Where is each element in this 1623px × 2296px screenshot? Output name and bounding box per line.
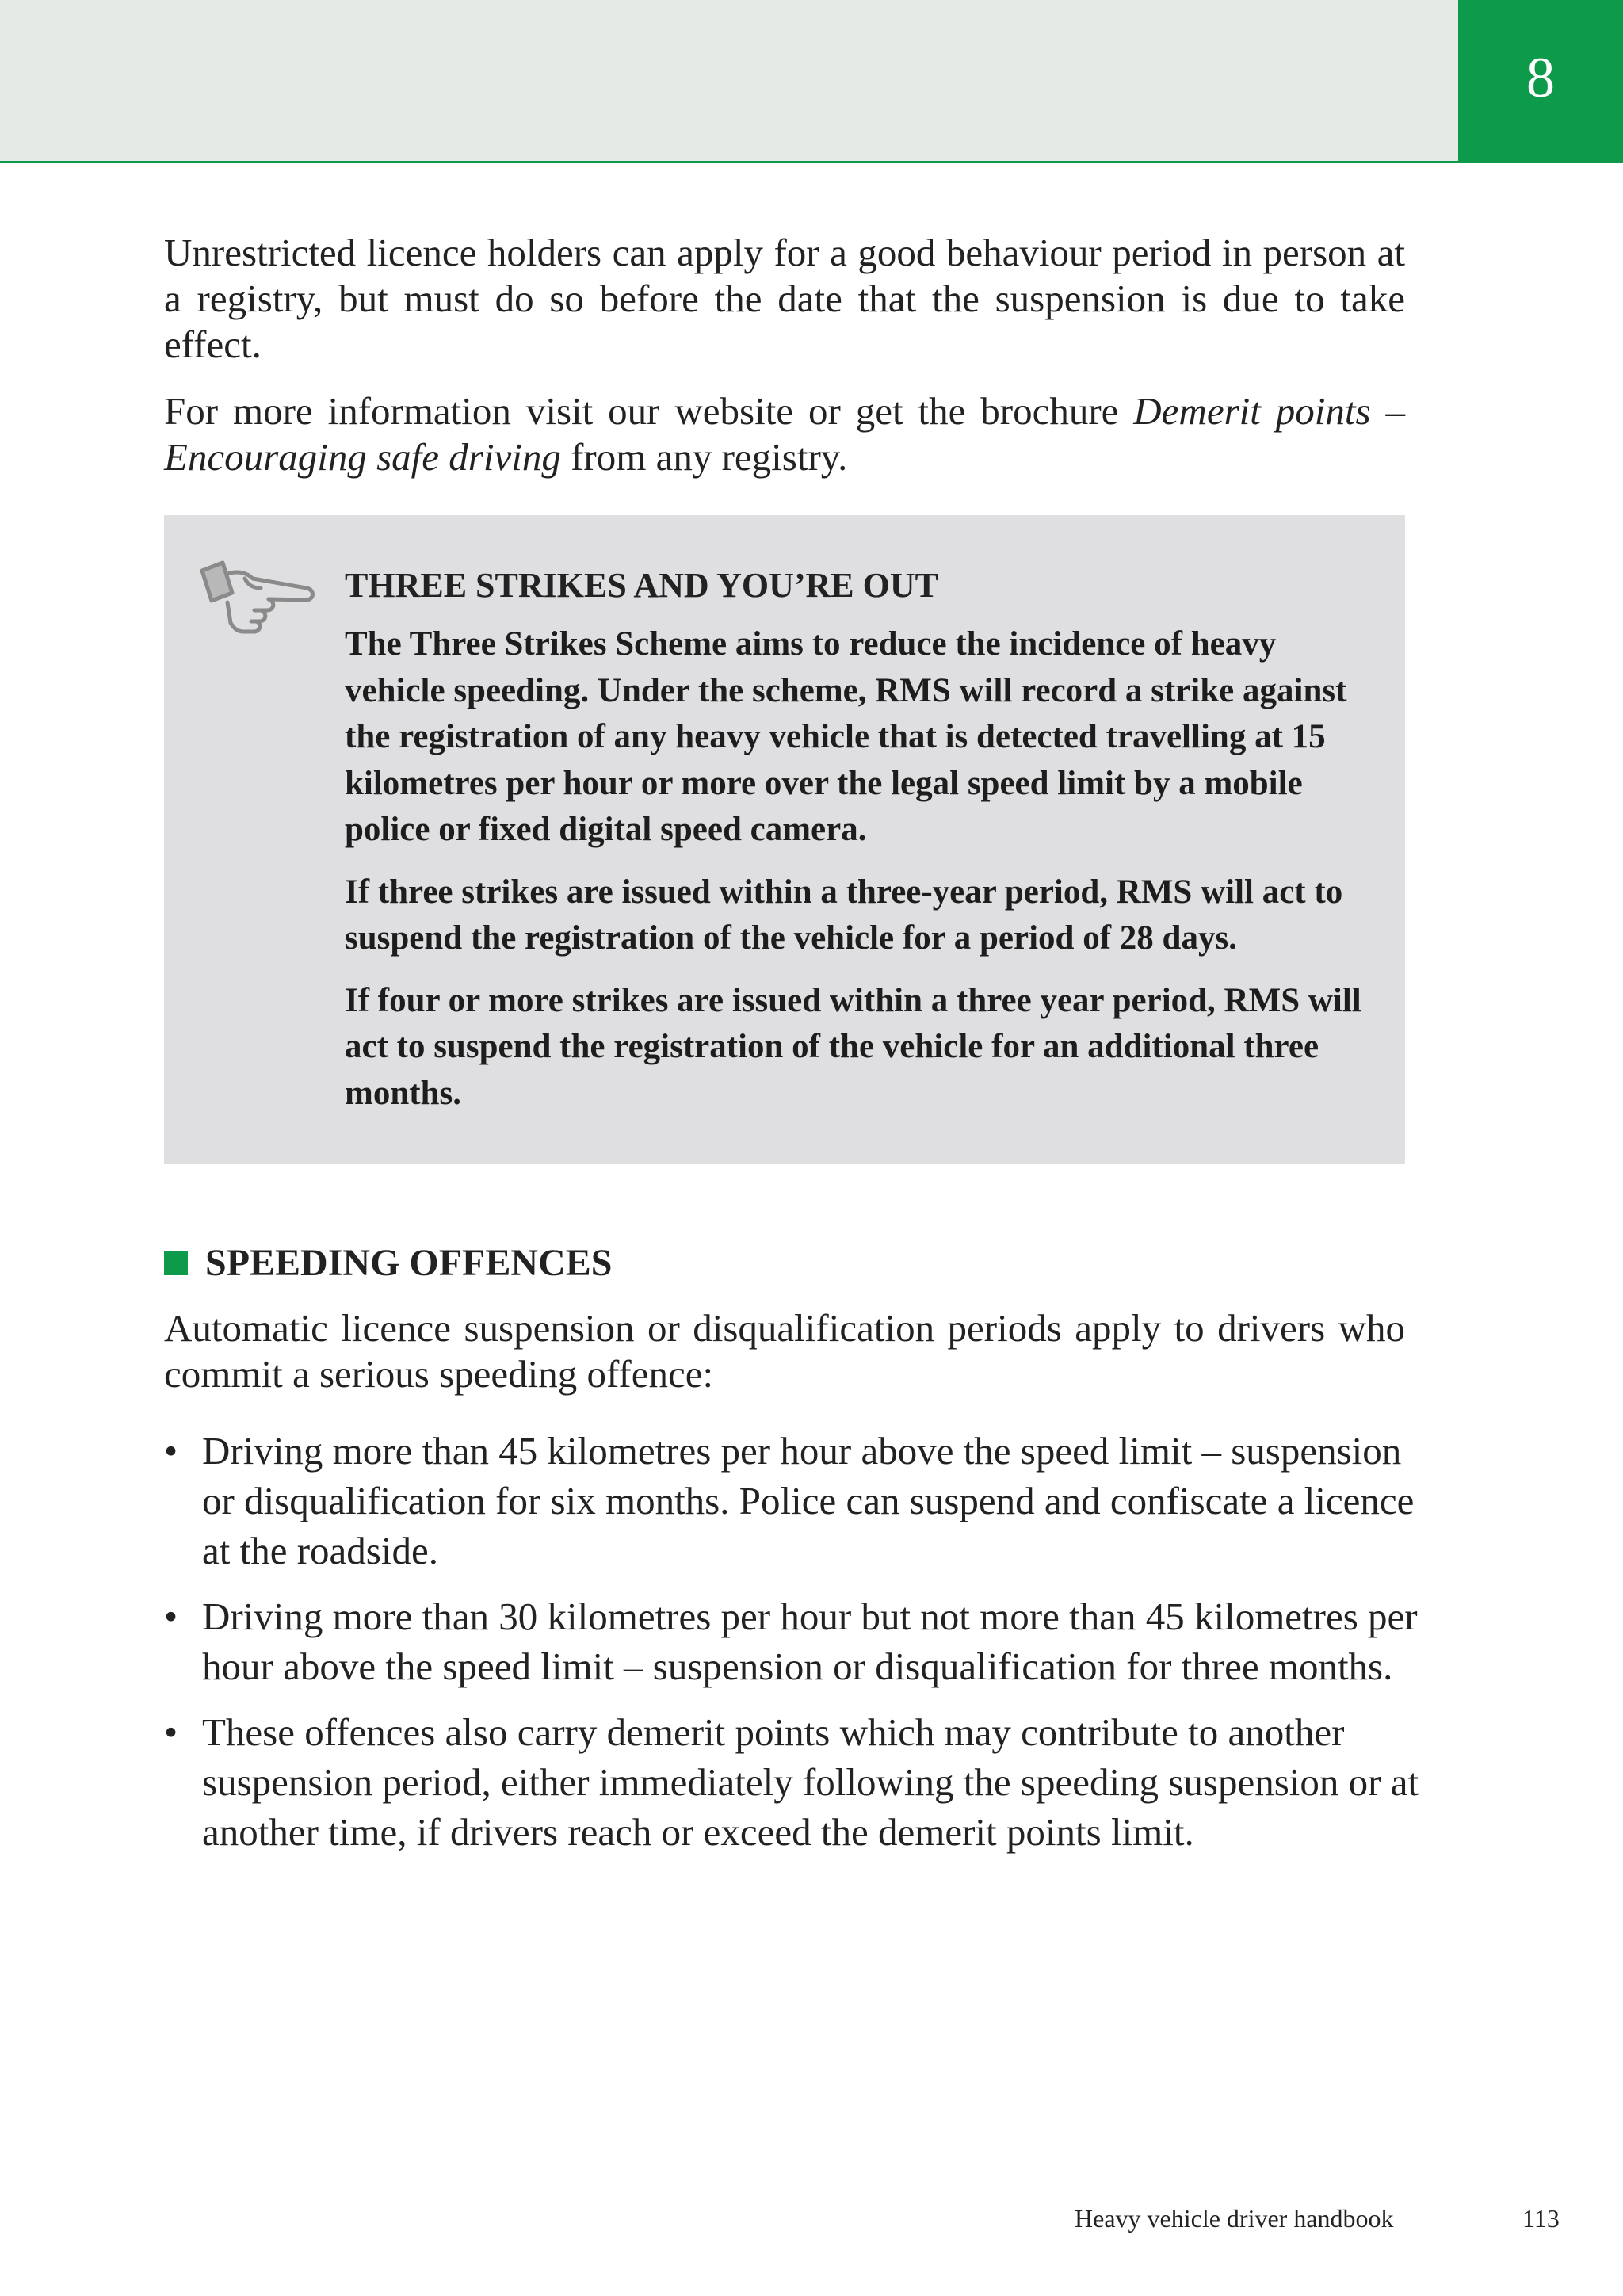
brochure-title: Demerit points – Encouraging safe driving <box>164 389 1405 479</box>
speeding-intro: Automatic licence suspension or disqualification periods apply to drivers who commit a serious speeding offence: <box>164 1306 1405 1396</box>
list-item-text: Driving more than 45 kilometres per hour above the speed limit – suspension or disqualification for six months. Police can suspend and confiscate a licence at the roadside. <box>202 1429 1415 1572</box>
brochure-paragraph <box>164 388 1405 480</box>
callout-paragraph: If three strikes are issued within a three-year period, RMS will act to suspend the registration of the vehicle for a period of 28 days. <box>345 873 1343 957</box>
footer-page-number: 113 <box>1522 2204 1560 2233</box>
speeding-bullet-list <box>164 1426 1419 1857</box>
section-title: SPEEDING OFFENCES <box>205 1242 613 1284</box>
callout-paragraph: The Three Strikes Scheme aims to reduce the incidence of heavy vehicle speeding. Under the scheme, RMS will record a strike against the registration of any heavy vehicle that is detected travelling at 15 kilometres per hour or more over the legal speed limit by a mobile police or fixed digital speed camera. <box>345 625 1347 848</box>
three-strikes-callout <box>164 515 1405 1164</box>
intro-paragraph: Unrestricted licence holders can apply for a good behaviour period in person at a registry, but must do so before the date that the suspension is due to take effect. <box>164 231 1405 366</box>
chapter-tab <box>1458 0 1623 163</box>
bullet-icon: • <box>164 1429 178 1473</box>
speeding-offences-heading <box>164 1240 1405 1286</box>
pointing-hand-icon <box>196 556 323 644</box>
page-content <box>164 230 1419 1873</box>
header-band <box>0 0 1458 163</box>
section-square-icon <box>164 1251 188 1275</box>
brochure-text-suffix: from any registry. <box>560 435 848 479</box>
callout-title: THREE STRIKES AND YOU’RE OUT <box>345 566 938 605</box>
list-item-text: Driving more than 30 kilometres per hour but not more than 45 kilometres per hour above the speed limit – suspension or disqualification for three months. <box>202 1595 1418 1688</box>
bullet-icon: • <box>164 1595 178 1638</box>
list-item <box>164 1707 1438 1857</box>
chapter-number: 8 <box>1526 46 1555 109</box>
list-item <box>164 1591 1438 1691</box>
brochure-text-prefix: For more information visit our website or get the brochure <box>164 389 1134 433</box>
list-item <box>164 1426 1438 1576</box>
bullet-icon: • <box>164 1710 178 1754</box>
callout-paragraph: If four or more strikes are issued within a three year period, RMS will act to suspend the registration of the vehicle for an additional three months. <box>345 981 1361 1112</box>
footer-title: Heavy vehicle driver handbook <box>1075 2204 1394 2233</box>
list-item-text: These offences also carry demerit points which may contribute to another suspension period, either immediately following the speeding suspension or at another time, if drivers reach or exceed the demerit points limit. <box>202 1710 1419 1854</box>
